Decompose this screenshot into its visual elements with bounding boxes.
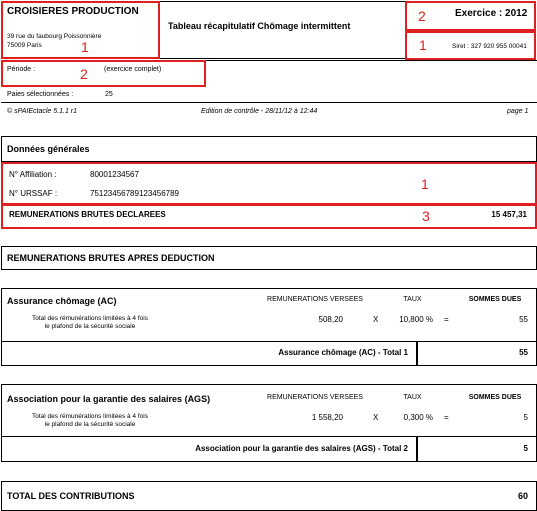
ags-box (1, 384, 537, 437)
ac-total-label: Assurance chômage (AC) - Total 1 (278, 348, 408, 357)
ac-x: X (373, 315, 379, 324)
header-bottom-line (1, 102, 537, 103)
ac-desc1: Total des rémunérations limitées à 4 fois (32, 315, 148, 322)
annotation-exercice: 2 (418, 8, 426, 24)
ags-rem: 1 558,20 (311, 413, 343, 422)
header-right-line (206, 60, 537, 61)
ags-desc2: le plafond de la sécurité sociale (44, 421, 136, 428)
ac-total-divider (416, 341, 418, 366)
ags-col-sommes: SOMMES DUES (468, 394, 522, 401)
affiliation-label: N° Affiliation : (9, 170, 57, 179)
ac-rem: 508,20 (318, 315, 343, 324)
edition-date: Edition de contrôle - 28/11/12 à 12:44 (201, 108, 318, 115)
exercice: Exercice : 2012 (455, 8, 528, 19)
ac-col-taux: TAUX (403, 296, 422, 303)
ac-total-value: 55 (519, 348, 528, 357)
paies-value: 25 (105, 91, 113, 98)
ac-eq: = (444, 315, 449, 324)
page-number: page 1 (507, 108, 529, 115)
deduction-title: REMUNERATIONS BRUTES APRES DEDUCTION (7, 253, 215, 263)
ac-desc2: le plafond de la sécurité sociale (44, 323, 136, 330)
urssaf-value: 75123456789123456789 (90, 189, 179, 198)
ags-col-rem: REMUNERATIONS VERSEES (267, 394, 363, 401)
ags-eq: = (444, 413, 449, 422)
total-label: TOTAL DES CONTRIBUTIONS (7, 491, 135, 501)
software-version: © sPAIEctacle 5.1.1 r1 (7, 108, 78, 115)
ags-sommes: 5 (523, 413, 528, 422)
ac-sommes: 55 (519, 315, 528, 324)
annotation-siret: 1 (419, 37, 427, 53)
ags-col-taux: TAUX (403, 394, 422, 401)
ags-total-value: 5 (523, 444, 528, 453)
donnees-box (1, 162, 537, 205)
periode-value: (exercice complet) (104, 66, 162, 73)
address-line1: 39 rue du faubourg Poissonnière (7, 33, 102, 40)
annotation-remunerations: 3 (422, 208, 430, 224)
ags-total-label: Association pour la garantie des salaires (AGS) - Total 2 (195, 444, 408, 453)
ags-total-divider (416, 436, 418, 462)
company-name: CROISIERES PRODUCTION (7, 6, 139, 17)
ags-desc1: Total des rémunérations limitées à 4 fois (32, 413, 148, 420)
doc-title: Tableau récapitulatif Chômage intermittent (168, 21, 351, 31)
ac-taux: 10,800 % (399, 315, 433, 324)
rem-brutes-value: 15 457,31 (491, 210, 527, 219)
ags-x: X (373, 413, 379, 422)
ac-col-sommes: SOMMES DUES (468, 296, 522, 303)
ac-col-rem: REMUNERATIONS VERSEES (267, 296, 363, 303)
paies-label: Paies sélectionnées : (7, 91, 74, 98)
periode-box (1, 60, 206, 87)
ags-title: Association pour la garantie des salaires (AGS) (7, 394, 211, 404)
ags-taux: 0,300 % (403, 413, 433, 422)
total-value: 60 (517, 491, 528, 501)
address-line2: 75009 Paris (7, 42, 42, 49)
siret: Siret : 327 920 955 00041 (452, 43, 527, 50)
annotation-donnees: 1 (421, 176, 429, 192)
annotation-periode: 2 (80, 66, 88, 82)
urssaf-label: N° URSSAF : (9, 189, 58, 198)
periode-label: Période : (7, 66, 36, 73)
annotation-company: 1 (81, 39, 89, 55)
affiliation-value: 80001234567 (90, 170, 139, 179)
donnees-title: Données générales (7, 144, 90, 154)
ac-title: Assurance chômage (AC) (7, 296, 117, 306)
rem-brutes-label: REMUNERATIONS BRUTES DECLAREES (9, 210, 166, 219)
